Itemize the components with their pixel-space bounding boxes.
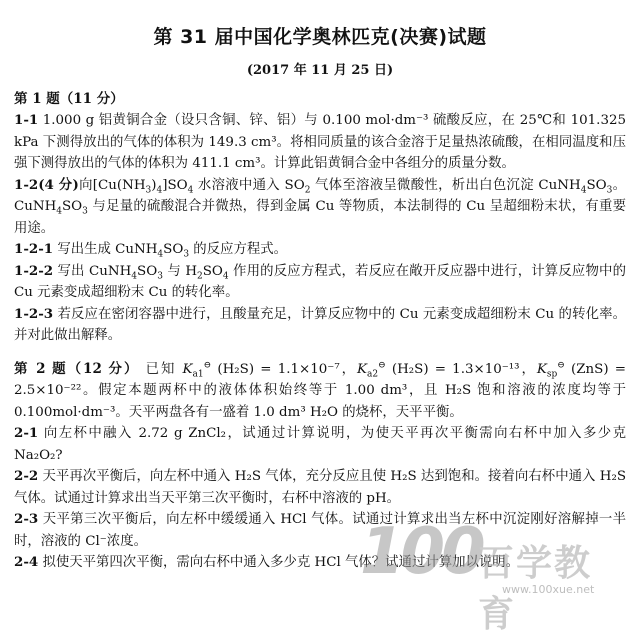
question-1-2-2: 1-2-2 写出 $CuNH_4SO_3$ 与 $H_2SO_4$ 作用的反应方程式，若反应在敞开反应器中进行，计算反应物中的 Cu 元素变成超细粉末 Cu 的转化率。 [14,262,626,300]
question-1-2-3-label: 1-2-3 [14,305,54,322]
ka2-value: (H₂S) = 1.3×10⁻¹³ [391,361,520,377]
question-2-intro: 第 2 题（12 分） 已知 $K_{a1}^⊖$ (H₂S) = 1.1×10⁻⁷，$K_{a2}^⊖$ (H₂S) = 1.3×10⁻¹³，$K_{sp}^⊖$ (ZnS) = 2.5×10⁻²²。假定本题两杯中的液体体积始终等于 1.00 dm³，且 H₂S 饱和溶液的浓度均等于 0.100mol·dm⁻³。天平两盘各有一盛着 1.0 dm³ H₂O 的烧杯，天平平衡。 [14,360,627,420]
question-1-2: 1-2(4 分)向$[Cu(NH_3)_4]SO_4$ 水溶液中通入 $SO_2$ 气体至溶液呈微酸性，析出白色沉淀 $CuNH_4SO_3$。$CuNH_4SO_3$ 与足量的硫酸混合并微热，得到金属 Cu 等物质，本法制得的 Cu 呈超细粉末状，有重要用途。 [14,176,627,236]
question-2-4: 2-4 拟使天平第四次平衡，需向右杯中通入多少克 HCl 气体？试通过计算加以说明。 [14,554,520,570]
page-title: 第 31 届中国化学奥林匹克(决赛)试题 [153,26,487,48]
question-1-heading: 第 1 题（11 分） [14,91,124,107]
question-1-2-1-label: 1-2-1 [14,241,54,257]
question-1-1-label: 1-1 [14,112,39,128]
question-1-2-2-label: 1-2-2 [14,262,54,279]
question-2-2: 2-2 天平再次平衡后，向左杯中通入 H₂S 气体，充分反应且使 H₂S 达到饱和。接着向右杯中通入 H₂S 气体。试通过计算求出当天平第三次平衡时，右杯中溶液的 pH。 [14,468,626,506]
watermark-text: 百学教育 [478,543,593,635]
watermark-number: 100 [360,515,482,589]
question-1-2-3: 1-2-3 若反应在密闭容器中进行，且酸量充足，计算反应物中的 Cu 元素变成超细粉末 Cu 的转化率。并对此做出解释。 [14,305,626,343]
question-2-1: 2-1 向左杯中融入 2.72 g ZnCl₂，试通过计算说明，为使天平再次平衡需向右杯中加入多少克 Na₂O₂? [14,425,626,463]
question-1-2-1: 1-2-1 写出生成 $CuNH_4SO_3$ 的反应方程式。 [14,241,288,260]
question-1-1 [14,110,626,175]
exam-page [14,10,626,574]
exam-date: (2017 年 11 月 25 日) [246,63,394,78]
question-1-2-label: 1-2(4 分) [14,176,79,193]
question-1-1-text: 1.000 g 铝黄铜合金（设只含铜、锌、铝）与 0.100 mol·dm⁻³ 硫酸反应，在 25℃和 101.325 kPa 下测得放出的气体的体积为 149.3 cm³。将相同质量的该合金溶于足量热浓硫酸，在相同温度和压强下测得放出的气体的体积为 411.1 cm³。计算此铝黄铜合金中各组分的质量分数。 [14,113,627,171]
question-2-3: 2-3 天平第三次平衡后，向左杯中缓缓通入 HCl 气体。试通过计算求出当左杯中沉淀刚好溶解掉一半时，溶液的 Cl⁻浓度。 [14,511,626,549]
question-2-4-label: 2-4 [14,554,39,570]
question-2-heading: 第 2 题（12 分） [14,360,140,377]
ksp-value: (ZnS) = 2.5×10⁻²² [14,361,626,398]
question-2-3-label: 2-3 [14,511,39,527]
watermark-url: www.100xue.net [502,583,595,596]
question-2-1-label: 2-1 [14,425,39,441]
ka1-value: (H₂S) = 1.1×10⁻⁷ [217,361,340,377]
question-2-2-label: 2-2 [14,468,39,484]
